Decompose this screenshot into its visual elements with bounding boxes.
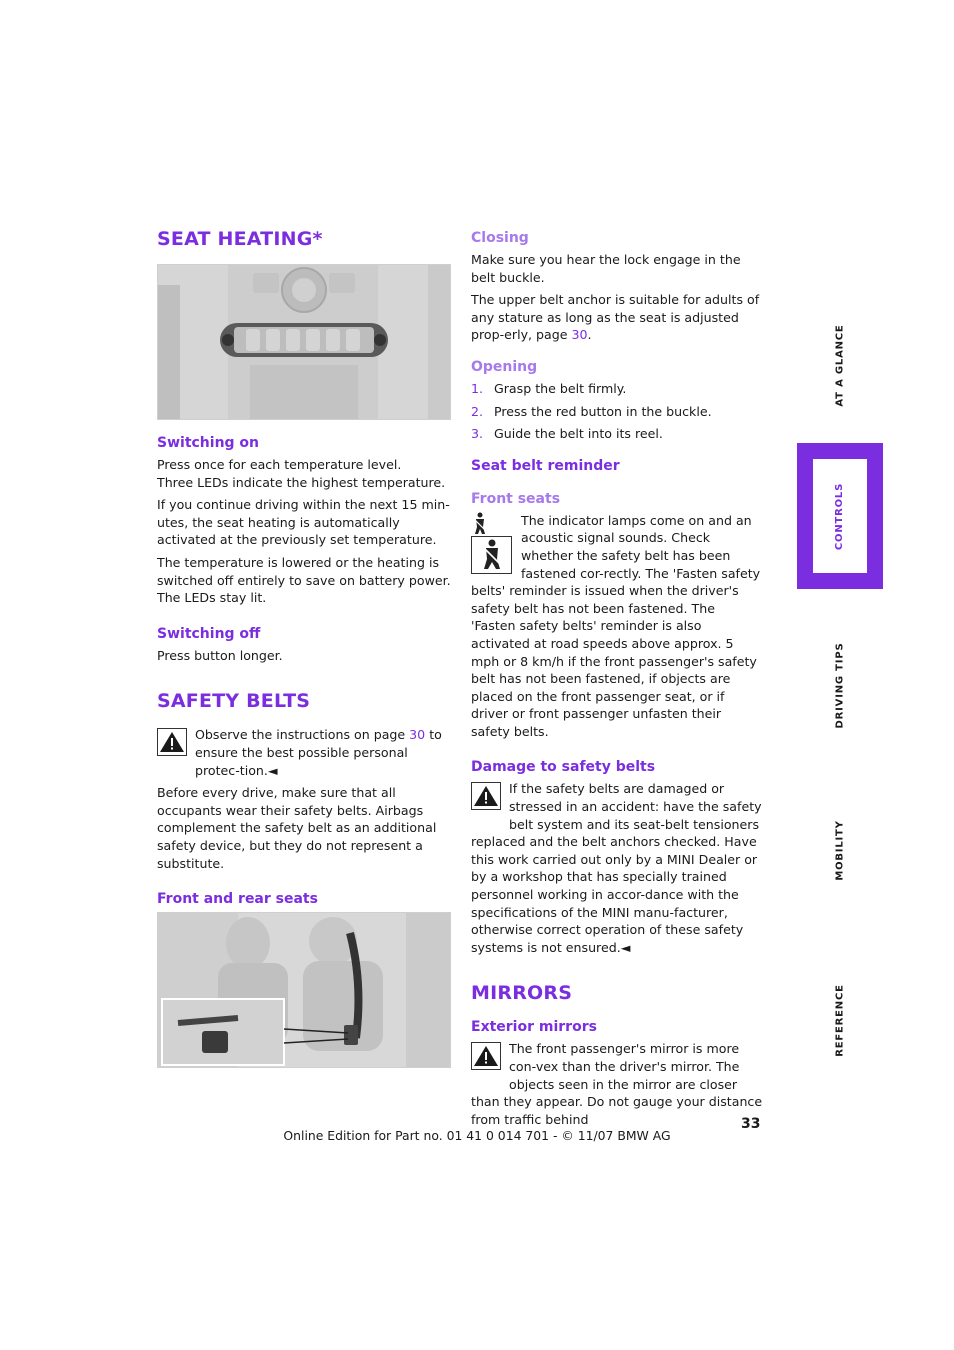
seat-belt-reminder-heading: Seat belt reminder (471, 457, 620, 474)
switching-on-text-2: If you continue driving within the next 15 min-utes, the seat heating is automatically activated at the previously set temperature. (157, 497, 450, 548)
seat-heating-figure (157, 264, 451, 420)
tab-driving-tips[interactable]: DRIVING TIPS (834, 642, 846, 728)
right-column (471, 229, 763, 1128)
damage-warning: If the safety belts are damaged or stressed in an accident: have the safety belt system and its seat-belt tensioners replaced and the belt anchors checked. Have this work carried out only by a MINI Dealer or by a workshop that has specially trained personnel working in accor-dance with the specifications of the MINI manu-facturer, otherwise correct operation of these safety systems is not ensured.◄ (471, 781, 762, 955)
switching-on-text-1: Press once for each temperature level. Three LEDs indicate the highest temperature. (157, 457, 446, 490)
page-30-link[interactable]: 30 (409, 727, 426, 743)
closing-heading: Closing (471, 230, 529, 246)
front-rear-seats-figure (157, 912, 451, 1068)
tab-reference[interactable]: REFERENCE (834, 983, 846, 1057)
tab-mobility[interactable]: MOBILITY (834, 819, 846, 881)
footer-text: Online Edition for Part no. 01 41 0 014 701 - © 11/07 BMW AG (283, 1128, 671, 1143)
safety-belts-title: SAFETY BELTS (157, 690, 311, 713)
list-item: 3. Guide the belt into its reel. (471, 426, 663, 442)
opening-heading: Opening (471, 358, 538, 375)
page-number: 33 (741, 1116, 761, 1132)
switching-on-text-3: The temperature is lowered or the heating is switched off entirely to save on battery power. The LEDs stay lit. (157, 554, 451, 606)
opening-steps (471, 380, 763, 443)
exterior-mirrors-warning: The front passenger's mirror is more con-vex than the driver's mirror. The objects seen in the mirror are closer than they appear. Do not gauge your distance from traffic behind (471, 1041, 763, 1127)
list-item: 1. Grasp the belt firmly. (471, 380, 627, 396)
center-console-illustration (158, 265, 450, 419)
page-30-link-2[interactable]: 30 (571, 327, 588, 343)
safety-belts-text: Before every drive, make sure that all occupants wear their safety belts. Airbags complement the safety belt as an additional safety device, but they do not represent a substitute. (157, 785, 437, 871)
closing-text-1: Make sure you hear the lock engage in the belt buckle. (471, 252, 741, 285)
seat-heating-title: SEAT HEATING* (157, 228, 323, 250)
front-rear-seats-heading: Front and rear seats (157, 891, 318, 908)
seatbelt-person-icon (471, 512, 513, 574)
switching-off-text: Press button longer. (157, 647, 283, 663)
switching-off-heading: Switching off (157, 625, 261, 642)
damage-heading: Damage to safety belts (471, 759, 656, 776)
warning-triangle-icon (471, 1042, 501, 1075)
front-seats-block: The indicator lamps come on and an acoustic signal sounds. Check whether the safety belt has been fastened cor-rectly. The 'Fasten safety belts' reminder is issued when the driver's safety belt has not been fastened. The 'Fasten safety belts' reminder is also activated at road speeds above approx. 5 mph or 8 km/h if the front passenger's safety belt has not been fastened, if objects are placed on the front passenger seat, or if driver or front passenger unfasten their safety belts. (471, 512, 761, 739)
tab-controls[interactable]: CONTROLS (797, 443, 883, 589)
switching-on-heading: Switching on (157, 435, 260, 451)
warning-triangle-icon (157, 728, 187, 761)
warning-triangle-icon (471, 782, 501, 815)
left-column (157, 226, 451, 1068)
front-seats-heading: Front seats (471, 490, 561, 507)
section-sidebar (797, 290, 883, 1090)
list-item: 2. Press the red button in the buckle. (471, 403, 712, 419)
exterior-mirrors-heading: Exterior mirrors (471, 1019, 597, 1036)
closing-text-2: The upper belt anchor is suitable for adults of any stature as long as the seat is adjusted prop-erly, page 30. (471, 292, 760, 343)
seatbelt-illustration (158, 913, 450, 1067)
tab-at-a-glance[interactable]: AT A GLANCE (834, 323, 846, 407)
mirrors-title: MIRRORS (471, 982, 573, 1005)
seatbelt-indicator-icons (471, 512, 513, 579)
safety-belts-warning: Observe the instructions on page 30 to ensure the best possible personal protec-tion.◄ (157, 726, 451, 779)
